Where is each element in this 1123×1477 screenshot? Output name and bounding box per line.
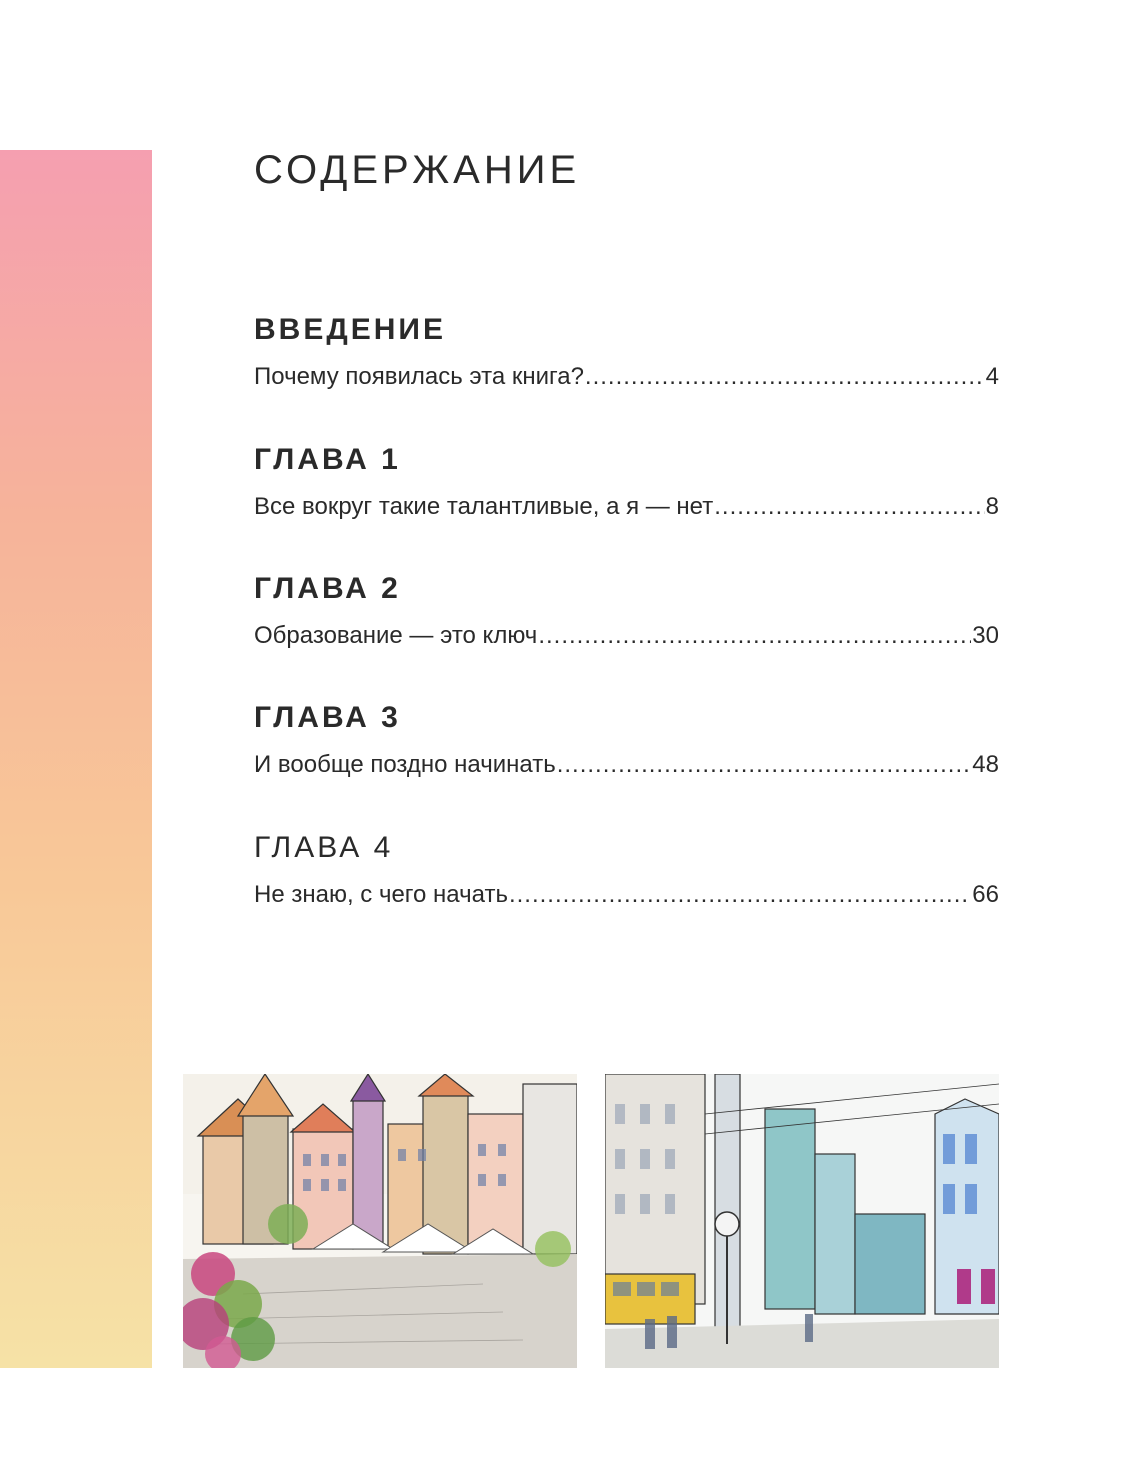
toc-entry[interactable] [254, 619, 999, 653]
page-title: СОДЕРЖАНИЕ [254, 148, 581, 192]
page-number: 30 [972, 622, 999, 649]
entry-title: Почему появилась эта книга? [254, 363, 584, 390]
page-number: 48 [972, 751, 999, 778]
dot-leader [585, 360, 985, 394]
section-heading: ВВЕДЕНИЕ [254, 313, 446, 346]
toc-entry[interactable] [254, 878, 999, 912]
old-town-sketch-illustration [183, 1074, 577, 1368]
section-heading: ГЛАВА 2 [254, 572, 401, 605]
entry-title: И вообще поздно начинать [254, 751, 556, 778]
page-number: 4 [985, 363, 999, 390]
toc-entry[interactable] [254, 360, 999, 394]
section-heading: ГЛАВА 1 [254, 443, 401, 476]
city-street-sketch-illustration [605, 1074, 999, 1368]
entry-title: Не знаю, с чего начать [254, 881, 508, 908]
dot-leader [557, 748, 972, 782]
dot-leader [714, 490, 984, 524]
toc-section-chapter-2 [254, 571, 999, 653]
toc-entry[interactable] [254, 748, 999, 782]
toc-section-chapter-3 [254, 700, 999, 782]
toc-section-chapter-1 [254, 442, 999, 524]
toc-entry[interactable] [254, 490, 999, 524]
toc-section-intro [254, 312, 999, 394]
toc-section-chapter-4 [254, 830, 999, 912]
page-number: 66 [972, 881, 999, 908]
section-heading: ГЛАВА 3 [254, 701, 401, 734]
section-heading: ГЛАВА 4 [254, 831, 394, 864]
entry-title: Все вокруг такие талантливые, а я — нет [254, 493, 714, 520]
dot-leader [538, 619, 971, 653]
page-number: 8 [985, 493, 999, 520]
decorative-gradient-bar [0, 150, 152, 1368]
dot-leader [509, 878, 971, 912]
entry-title: Образование — это ключ [254, 622, 538, 649]
